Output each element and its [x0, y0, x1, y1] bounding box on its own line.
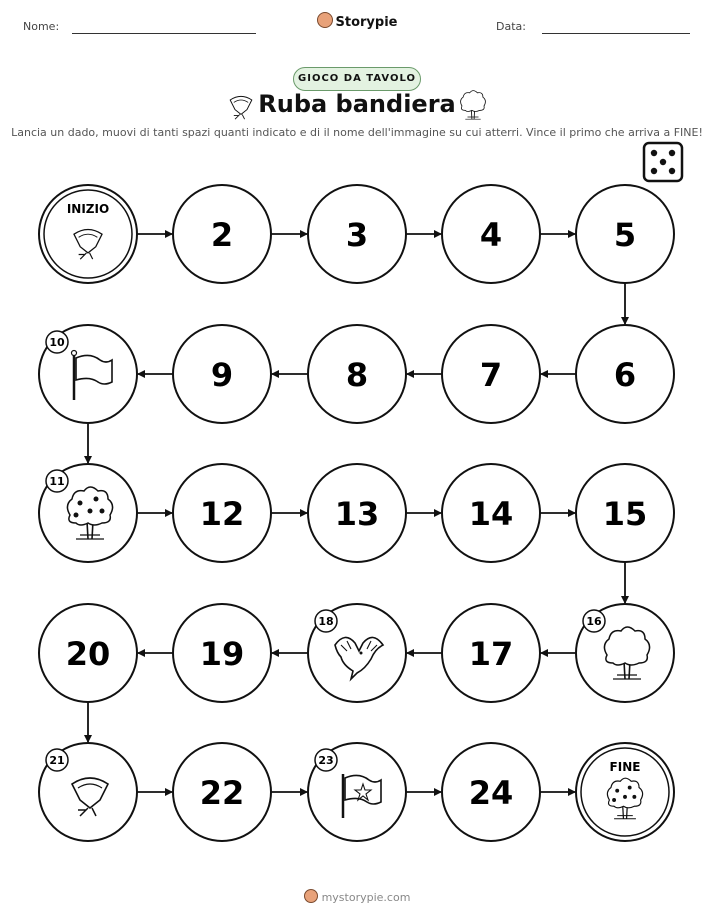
space-badge-number: 23 [318, 754, 334, 767]
title-bandana-icon [230, 96, 252, 119]
space-11 [39, 464, 137, 562]
space-badge-number: 18 [318, 615, 334, 628]
space-10 [39, 325, 137, 423]
space-number: 4 [479, 216, 503, 254]
brand-name: Storypie [335, 15, 398, 30]
space-23 [308, 743, 406, 841]
space-17 [442, 604, 540, 702]
space-8 [308, 325, 406, 423]
dice-icon [644, 143, 682, 181]
space-number: 8 [345, 356, 369, 394]
space-badge-number: 16 [586, 615, 602, 628]
space-16 [576, 604, 674, 702]
space-7 [442, 325, 540, 423]
space-12 [173, 464, 271, 562]
space-badge-number: 10 [49, 336, 65, 349]
game-type-badge: GIOCO DA TAVOLO [293, 67, 421, 91]
space-number: 3 [345, 216, 369, 254]
space-number: 20 [65, 635, 111, 673]
space-6 [576, 325, 674, 423]
space-14 [442, 464, 540, 562]
space-number: 6 [613, 356, 637, 394]
footer-mascot-icon [304, 889, 318, 903]
instructions: Lancia un dado, muovi di tanti spazi quanti indicato e di il nome dell'immagine su cui atterri. Vince il primo che arriva a FINE! [11, 126, 703, 139]
space-number: 24 [468, 774, 514, 812]
space-label: INIZIO [66, 202, 110, 216]
space-24 [442, 743, 540, 841]
space-19 [173, 604, 271, 702]
space-3 [308, 185, 406, 283]
space-number: 19 [199, 635, 245, 673]
space-21 [39, 743, 137, 841]
space-25 [576, 743, 674, 841]
space-9 [173, 325, 271, 423]
space-number: 7 [479, 356, 503, 394]
space-1 [39, 185, 137, 283]
space-number: 14 [468, 495, 514, 533]
space-number: 17 [468, 635, 514, 673]
space-number: 9 [210, 356, 234, 394]
space-5 [576, 185, 674, 283]
space-badge-number: 11 [49, 475, 65, 488]
space-number: 15 [602, 495, 648, 533]
space-number: 22 [199, 774, 245, 812]
space-15 [576, 464, 674, 562]
space-label: FINE [609, 760, 641, 774]
board-spaces [39, 185, 674, 841]
title-tree-icon [461, 91, 486, 120]
space-badge-number: 21 [49, 754, 65, 767]
space-number: 13 [334, 495, 380, 533]
space-number: 2 [210, 216, 234, 254]
footer-url: mystorypie.com [321, 891, 411, 904]
space-13 [308, 464, 406, 562]
space-18 [308, 604, 406, 702]
space-2 [173, 185, 271, 283]
space-number: 12 [199, 495, 245, 533]
space-22 [173, 743, 271, 841]
space-number: 5 [613, 216, 637, 254]
date-label: Data: [496, 20, 526, 33]
space-20 [39, 604, 137, 702]
space-4 [442, 185, 540, 283]
footer [0, 889, 714, 904]
page-title: Ruba bandiera [258, 90, 456, 118]
name-label: Nome: [23, 20, 60, 33]
